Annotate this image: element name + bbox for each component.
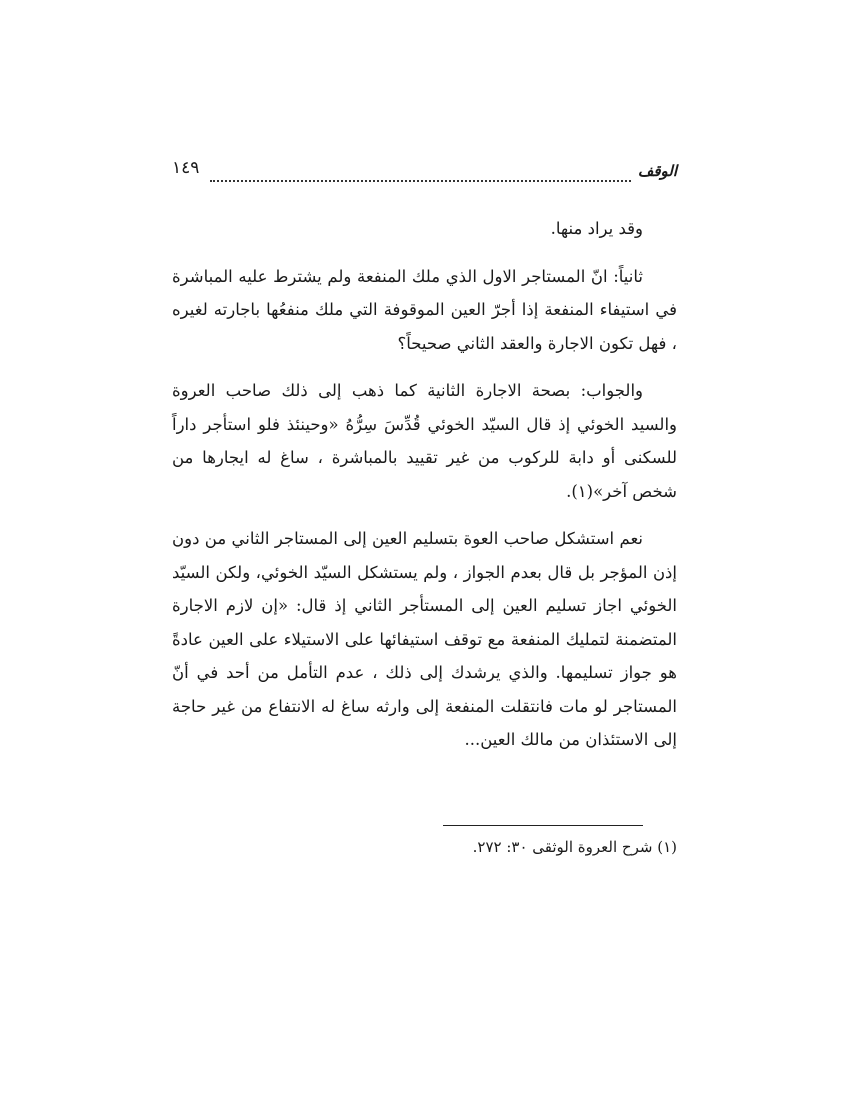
footnote-separator — [443, 825, 643, 826]
paragraph: نعم استشكل صاحب العوة بتسليم العين إلى المستاجر الثاني من دون إذن المؤجر بل قال بعدم الجواز ، ولم يستشكل السيّد الخوئي، ولكن السيّد الخوئي اجاز تسليم العين إلى المستأجر الثاني إذ قال: «إن لازم الاجارة المتضمنة لتمليك المنفعة مع توقف استيفائها على الاستيلاء على العين عادةً هو جواز تسليمها. والذي يرشدك إلى ذلك ، عدم التأمل من أحد في أنّ المستاجر لو مات فانتقلت المنفعة إلى وارثه ساغ له الانتفاع من غير حاجة إلى الاستئذان من مالك العين... — [172, 529, 677, 749]
running-title: الوقف — [634, 162, 677, 180]
footnote: (١) شرح العروة الوثقى ٣٠: ٢٧٢. — [472, 838, 677, 856]
paragraph: ثانياً: انّ المستاجر الاول الذي ملك المنفعة ولم يشترط عليه المباشرة في استيفاء المنفعة إذا أجرّ العين الموقوفة التي ملك منفعُها باجارته لغيره ، فهل تكون الاجارة والعقد الثاني صحيحاً؟ — [172, 266, 677, 353]
paragraph: وقد يراد منها. — [550, 219, 643, 238]
body-text — [172, 212, 677, 771]
page-number: ١٤٩ — [172, 158, 202, 178]
running-header — [172, 158, 677, 186]
header-dotted-leader — [210, 162, 631, 182]
paragraph: والجواب: بصحة الاجارة الثانية كما ذهب إلى ذلك صاحب العروة والسيد الخوئي إذ قال السيّد الخوئي قُدِّسَ سِرُّهُ «وحينئذ فلو استأجر داراً للسكنى أو دابة للركوب من غير تقييد بالمباشرة ، ساغ له ايجارها من شخص آخر»(١). — [172, 381, 677, 501]
